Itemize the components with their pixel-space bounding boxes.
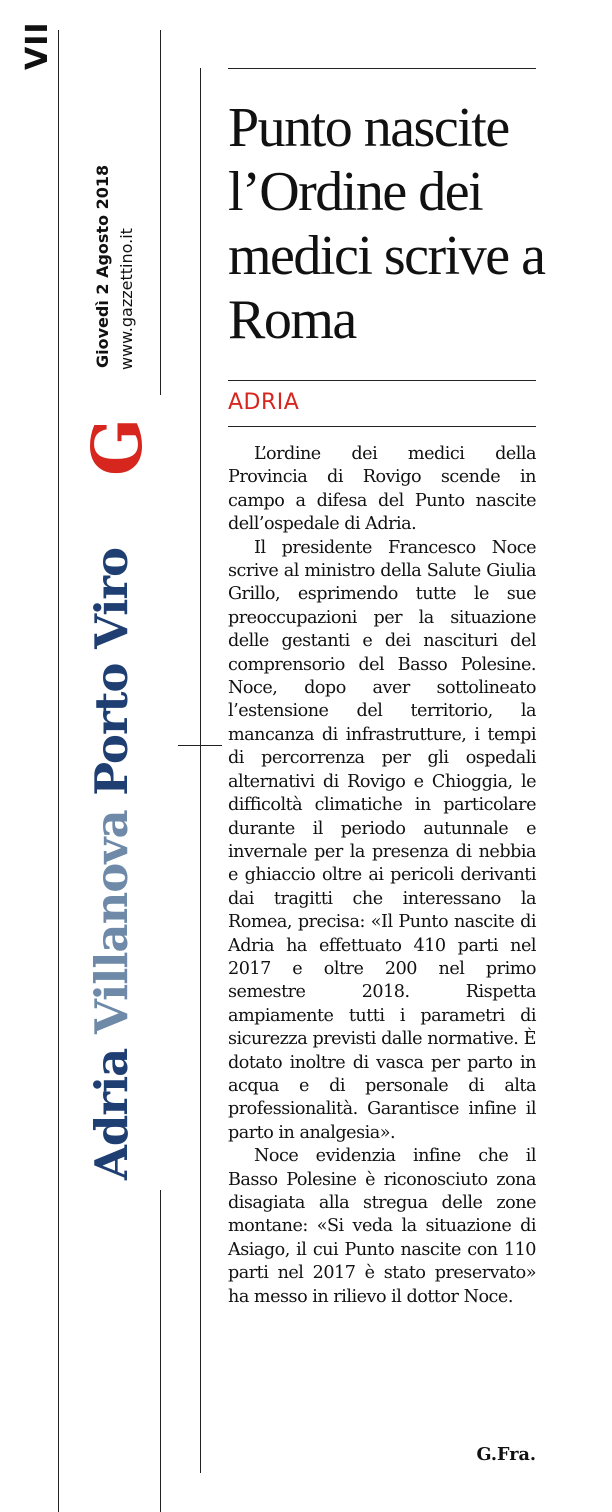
article-paragraph: Noce evidenzia infine che il Basso Polesine è riconosciuto zona disagiata alla stregua delle zone montane: «Si veda la situazione di Asiago, il cui Punto nascite con 110 parti nel 2017 è stato preservato» ha messo in rilievo il dottor Noce. <box>228 1146 536 1307</box>
masthead-rule-top <box>160 30 161 395</box>
kicker-top-rule <box>228 380 536 381</box>
margin-mark <box>178 745 222 746</box>
kicker-bottom-rule <box>228 426 536 427</box>
article-body <box>228 443 536 1309</box>
headline-top-rule <box>228 68 536 69</box>
section-title <box>86 548 138 1180</box>
issue-date: Giovedì 2 Agosto 2018 <box>93 164 112 368</box>
article-paragraph: L’ordine dei medici della Provincia di Rovigo scende in campo a difesa del Punto nascite dell’ospedale di Adria. <box>228 444 536 535</box>
masthead-rule-bottom <box>160 1190 161 1512</box>
section-title-part: Porto Viro <box>85 547 138 796</box>
article-headline: Punto nascite l’Ordine dei medici scrive a Roma <box>228 97 545 351</box>
gazzettino-logo: G <box>78 417 158 476</box>
article-paragraph: Il presidente Francesco Noce scrive al ministro della Salute Giulia Grillo, esprimendo tutte le sue preoccupazioni per la situazione delle gestanti e dei nascituri del comprensorio del Basso Polesine. Noce, dopo aver sottolineato l’estensione del territorio, la mancanza di infrastrutture, i tempi di percorrenza per gli ospedali alternativi di Rovigo e Chioggia, le difficoltà climatiche in particolare durante il periodo autunnale e invernale per la presenza di nebbia e ghiaccio oltre ai pericoli derivanti dai tragitti che interessano la Romea, precisa: «Il Punto nascite di Adria ha effettuato 410 parti nel 2017 e oltre 200 nel primo semestre 2018. Rispetta ampiamente tutti i parametri di sicurezza previsti dalle normative. È dotato inoltre di vasca per parto in acqua e di personale di alta professionalità. Garantisce infine il parto in analgesia». <box>228 537 536 1143</box>
page-number: VII <box>20 21 55 70</box>
author-signature: G.Fra. <box>476 1444 536 1465</box>
article-kicker: ADRIA <box>228 390 300 415</box>
section-title-part: Villanova <box>85 795 138 1034</box>
left-margin-rule <box>58 30 59 1512</box>
website-url: www.gazzettino.it <box>117 228 136 370</box>
section-title-part: Adria <box>85 1033 138 1180</box>
article-column-rule <box>200 68 201 1473</box>
